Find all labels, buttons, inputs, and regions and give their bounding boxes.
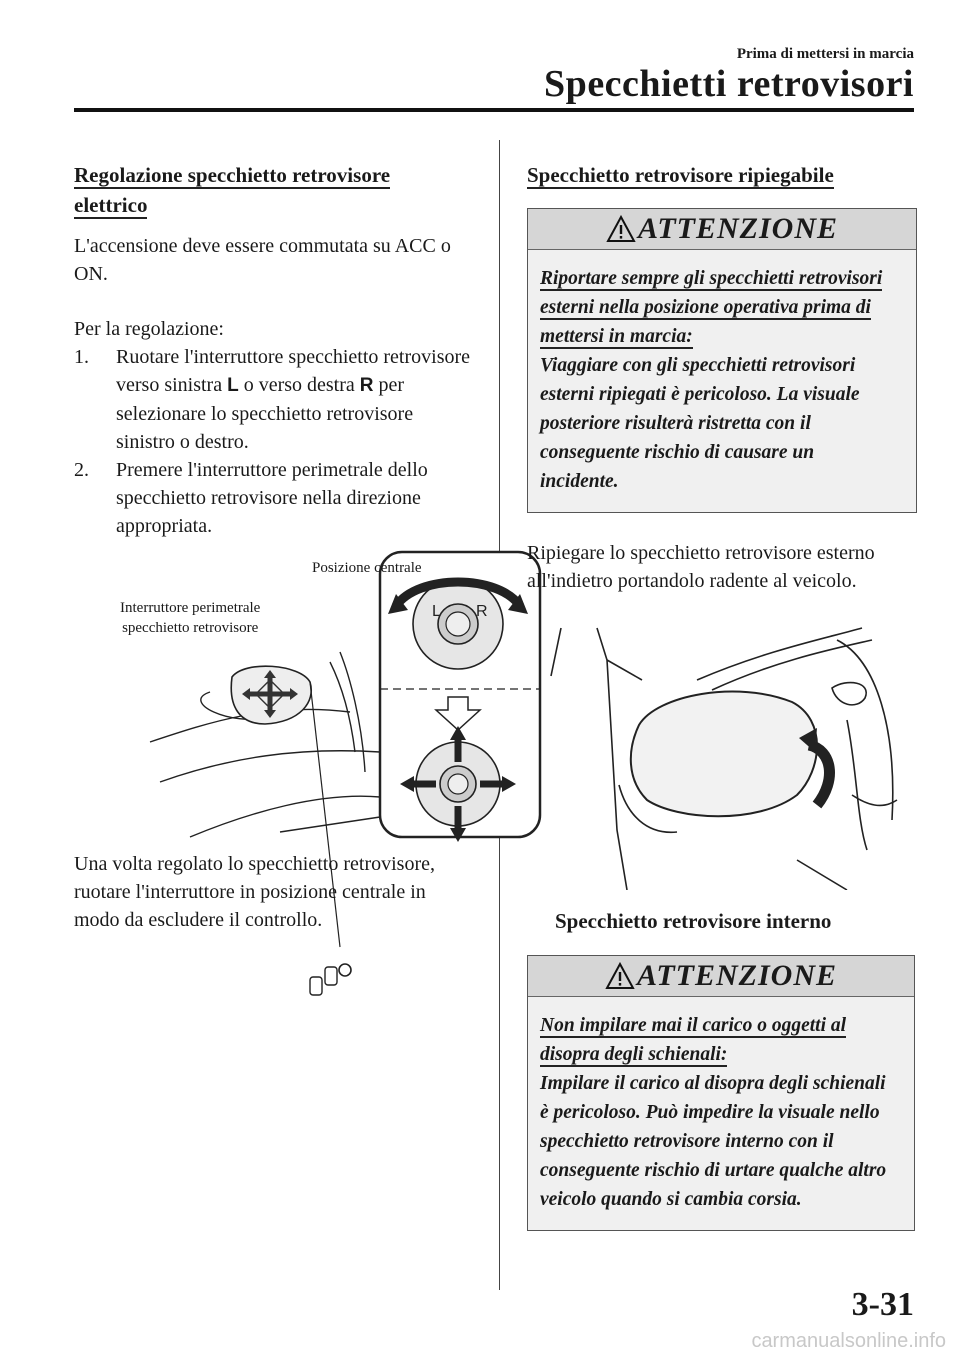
warning-title: ATTENZIONE [636, 959, 838, 992]
label-switch-line-1: Interruttore perimetrale [120, 600, 261, 616]
section-title-foldable-mirror [527, 160, 917, 190]
list-item [74, 343, 474, 456]
label-center-position: Posizione centrale [312, 560, 422, 576]
label-switch-line-2: specchietto retrovisore [122, 620, 259, 636]
key-l-symbol: L [227, 375, 239, 396]
step-text: Ruotare l'interruttore specchietto retrovisore verso sinistra [116, 346, 471, 396]
chapter-label: Prima di mettersi in marcia [736, 46, 914, 62]
steps-intro: Per la regolazione: [74, 318, 224, 340]
step-text: per selezionare lo specchietto retrovisore sinistro o destro. [116, 374, 414, 453]
knob-r-label: R [476, 603, 488, 620]
warning-box [527, 955, 915, 1231]
steps-list [74, 343, 474, 540]
warning-lead [540, 1011, 892, 1069]
mirror-switch-illustration [150, 552, 550, 842]
warning-triangle-icon [605, 962, 635, 990]
step-text: o verso destra [243, 374, 355, 396]
warning-body [528, 997, 914, 1230]
warning-text: Viaggiare con gli specchietti retrovisori esterni ripiegati è pericoloso. La visuale posteriore risulterà ristretta con il conseguente rischio di causare un incidente. [540, 355, 860, 492]
folding-mirror-illustration [547, 620, 907, 890]
warning-triangle-icon [606, 215, 636, 243]
header-divider [74, 108, 914, 112]
section-title-line-1: Regolazione specchietto retrovisore [74, 163, 391, 187]
mirror-housing-shape [631, 692, 817, 817]
warning-header [528, 956, 914, 997]
ignition-note: L'accensione deve essere commutata su ACC o ON. [74, 235, 451, 285]
warning-title: ATTENZIONE [637, 212, 839, 245]
warning-body [528, 250, 916, 512]
switch-position-marker [339, 964, 351, 976]
right-column [527, 160, 917, 1210]
warning-lead-text: Non impilare mai il carico o oggetti al disopra degli schienali: [540, 1015, 847, 1065]
step-number: 1. [74, 346, 89, 368]
step-number: 2. [74, 459, 89, 481]
section-title-inner-mirror: Specchietto retrovisore interno [555, 909, 832, 933]
label-perimeter-switch [120, 598, 260, 638]
warning-header [528, 209, 916, 250]
section-title-text: Specchietto retrovisore ripiegabile [527, 163, 834, 187]
section-title-line-2: elettrico [74, 193, 148, 217]
fold-instruction: Ripiegare lo specchietto retrovisore esterno all'indietro portandolo radente al veicolo. [527, 542, 875, 592]
list-item [74, 456, 474, 540]
warning-lead-text: Riportare sempre gli specchietti retrovisori esterni nella posizione operativa prima di mettersi in marcia: [540, 268, 883, 347]
door-handle-shape [832, 683, 866, 705]
warning-lead [540, 264, 894, 351]
warning-text: Impilare il carico al disopra degli schienali è pericoloso. Può impedire la visuale nello specchietto retrovisore interno con il conseguente rischio di urtare qualche altro veicolo quando si cambia corsia. [540, 1073, 887, 1210]
page-title: Specchietti retrovisori [544, 63, 914, 105]
warning-box [527, 208, 917, 513]
center-position-note: Una volta regolato lo specchietto retrovisore, ruotare l'interruttore in posizione centrale in modo da escludere il controllo. [74, 853, 435, 931]
section-title-electric-mirror [74, 160, 474, 220]
left-column [74, 160, 488, 931]
page-number: 3-31 [851, 1286, 914, 1323]
step-text: Premere l'interruttore perimetrale dello specchietto retrovisore nella direzione appropriata. [116, 459, 428, 537]
key-r-symbol: R [359, 375, 374, 396]
watermark: carmanualsonline.info [751, 1330, 946, 1352]
window-switches [310, 967, 337, 995]
knob-l-label: L [432, 603, 441, 620]
